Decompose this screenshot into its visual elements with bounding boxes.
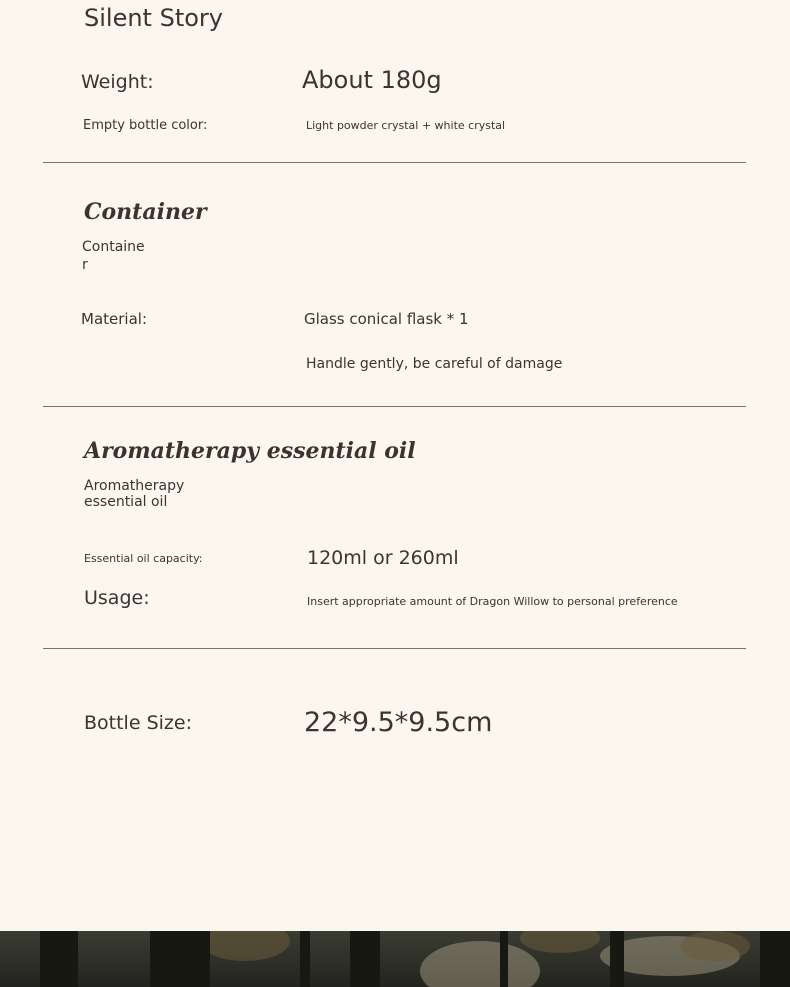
forest-image: [0, 931, 790, 987]
material-value: Glass conical flask * 1: [304, 310, 469, 328]
capacity-label: Essential oil capacity:: [84, 552, 203, 565]
capacity-value: 120ml or 260ml: [307, 547, 459, 569]
weight-value: About 180g: [302, 66, 442, 94]
material-label: Material:: [81, 310, 147, 328]
usage-label: Usage:: [84, 587, 150, 609]
bottle-size-value: 22*9.5*9.5cm: [304, 707, 493, 738]
oil-heading: Aromatherapy essential oil: [84, 438, 416, 464]
usage-value: Insert appropriate amount of Dragon Willow to personal preference: [307, 595, 678, 608]
page-title: Silent Story: [84, 4, 223, 32]
oil-subheading: Aromatherapy essential oil: [84, 478, 185, 510]
bottle-size-label: Bottle Size:: [84, 712, 192, 734]
bottle-color-value: Light powder crystal + white crystal: [306, 119, 506, 132]
container-heading: Container: [84, 199, 207, 225]
divider: [43, 648, 746, 649]
weight-label: Weight:: [81, 71, 154, 93]
handling-note: Handle gently, be careful of damage: [306, 356, 563, 372]
container-subheading: Containe r: [82, 239, 145, 273]
divider: [43, 406, 746, 407]
bottle-color-label: Empty bottle color:: [83, 118, 208, 133]
divider: [43, 162, 746, 163]
